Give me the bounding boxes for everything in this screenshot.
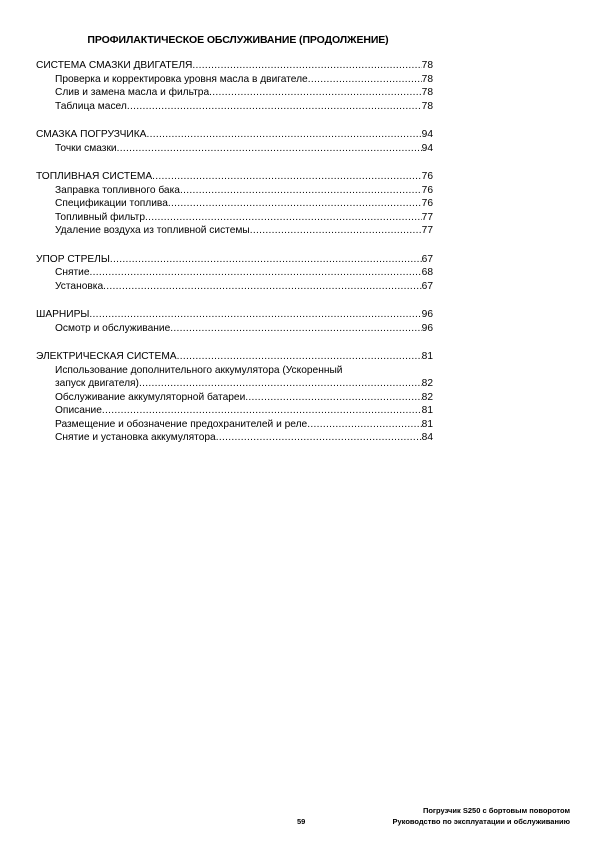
- toc-heading[interactable]: [36, 253, 433, 267]
- toc-page-number: 76: [421, 184, 433, 196]
- toc-heading-label: СМАЗКА ПОГРУЗЧИКА: [36, 129, 147, 140]
- dot-leader: [168, 197, 422, 211]
- toc-page-number: 68: [421, 267, 433, 278]
- toc-item[interactable]: [36, 142, 433, 156]
- toc-item[interactable]: [36, 404, 433, 418]
- table-of-contents: [36, 59, 433, 460]
- toc-page-number: 81: [421, 351, 433, 362]
- toc-page-number: 81: [421, 418, 433, 430]
- dot-leader: [152, 170, 422, 184]
- toc-page-number: 78: [421, 73, 433, 85]
- toc-heading[interactable]: [36, 170, 433, 184]
- page-title: ПРОФИЛАКТИЧЕСКОЕ ОБСЛУЖИВАНИЕ (ПРОДОЛЖЕНИЕ): [87, 34, 389, 46]
- toc-section-fuel-system: [36, 170, 433, 238]
- toc-item-label: Описание: [55, 405, 102, 416]
- footer-manual-title: Руководство по эксплуатации и обслуживанию: [392, 817, 570, 826]
- toc-item-label: Топливный фильтр: [55, 211, 145, 223]
- dot-leader: [103, 280, 422, 294]
- toc-item[interactable]: [36, 322, 433, 336]
- toc-item-label: Спецификации топлива: [55, 198, 168, 209]
- toc-heading-label: ТОПЛИВНАЯ СИСТЕМА: [36, 171, 153, 182]
- dot-leader: [250, 224, 422, 238]
- toc-item[interactable]: [36, 86, 433, 100]
- toc-heading-label: УПОР СТРЕЛЫ: [36, 253, 110, 265]
- toc-page-number: 78: [421, 87, 433, 98]
- dot-leader: [245, 391, 421, 405]
- toc-page-number: 78: [421, 60, 433, 71]
- toc-page-number: 78: [421, 100, 433, 112]
- toc-page-number: 84: [421, 432, 433, 443]
- dot-leader: [307, 418, 421, 432]
- toc-heading[interactable]: [36, 350, 433, 364]
- toc-heading[interactable]: [36, 59, 433, 73]
- toc-page-number: 67: [421, 253, 433, 265]
- toc-item[interactable]: [36, 184, 433, 198]
- dot-leader: [209, 86, 422, 100]
- toc-page-number: 94: [421, 129, 433, 140]
- toc-heading-label: СИСТЕМА СМАЗКИ ДВИГАТЕЛЯ: [36, 60, 193, 71]
- toc-page-number: 76: [421, 171, 433, 182]
- toc-item[interactable]: [36, 431, 433, 445]
- toc-section-electrical-system: [36, 350, 433, 445]
- toc-item-label: Заправка топливного бака: [55, 184, 180, 196]
- toc-item-label: Таблица масел: [55, 100, 127, 112]
- toc-item-label: Точки смазки: [55, 142, 117, 154]
- toc-page-number: 77: [421, 211, 433, 223]
- dot-leader: [89, 308, 421, 322]
- toc-item-label: Слив и замена масла и фильтра: [55, 87, 210, 98]
- toc-section-boom-stop: [36, 253, 433, 294]
- toc-item[interactable]: [36, 211, 433, 225]
- toc-page-number: 81: [421, 405, 433, 416]
- toc-item[interactable]: [36, 418, 433, 432]
- toc-section-engine-lubrication: [36, 59, 433, 113]
- dot-leader: [177, 350, 422, 364]
- dot-leader: [117, 142, 422, 156]
- toc-item-label: Удаление воздуха из топливной системы: [55, 225, 250, 236]
- toc-item-label: Установка: [55, 280, 104, 292]
- dot-leader: [170, 322, 421, 336]
- dot-leader: [110, 253, 422, 267]
- page-footer: [0, 805, 570, 827]
- toc-item[interactable]: [36, 364, 433, 391]
- toc-item[interactable]: [36, 266, 433, 280]
- toc-item[interactable]: [36, 73, 433, 87]
- toc-page-number: 67: [421, 280, 433, 292]
- toc-item[interactable]: [36, 391, 433, 405]
- toc-page-number: 82: [421, 391, 433, 403]
- dot-leader: [146, 128, 421, 142]
- toc-item-label-line2: запуск двигателя): [55, 378, 139, 389]
- toc-item-label-line1: Использование дополнительного аккумулятора (Ускоренный: [55, 364, 343, 376]
- toc-page-number: 82: [421, 378, 433, 389]
- toc-page-number: 76: [421, 198, 433, 209]
- toc-item[interactable]: [36, 197, 433, 211]
- dot-leader: [180, 184, 422, 198]
- footer-model: Погрузчик S250 с бортовым поворотом: [422, 806, 570, 815]
- toc-heading-label: ШАРНИРЫ: [36, 309, 90, 320]
- toc-item-label: Проверка и корректировка уровня масла в двигателе: [55, 73, 308, 85]
- dot-leader: [192, 59, 421, 73]
- dot-leader: [90, 266, 422, 280]
- dot-leader: [216, 431, 422, 445]
- toc-section-loader-lubrication: [36, 128, 433, 155]
- toc-item[interactable]: [36, 100, 433, 114]
- toc-item-label: Размещение и обозначение предохранителей и реле: [55, 418, 308, 430]
- toc-page-number: 77: [421, 225, 433, 236]
- toc-heading[interactable]: [36, 308, 433, 322]
- toc-page-number: 94: [421, 142, 433, 154]
- dot-leader: [308, 73, 422, 87]
- toc-item[interactable]: [36, 224, 433, 238]
- dot-leader: [139, 377, 422, 391]
- toc-item[interactable]: [36, 280, 433, 294]
- toc-item-label: Обслуживание аккумуляторной батареи: [55, 391, 246, 403]
- toc-item-label: Снятие и установка аккумулятора: [55, 432, 216, 443]
- toc-page-number: 96: [421, 322, 433, 334]
- toc-section-hinges: [36, 308, 433, 335]
- toc-page-number: 96: [421, 309, 433, 320]
- dot-leader: [145, 211, 422, 225]
- dot-leader: [102, 404, 422, 418]
- dot-leader: [127, 100, 422, 114]
- toc-heading-label: ЭЛЕКТРИЧЕСКАЯ СИСТЕМА: [36, 351, 177, 362]
- toc-item-label: Осмотр и обслуживание: [55, 322, 171, 334]
- toc-item-label: Снятие: [55, 267, 90, 278]
- toc-heading[interactable]: [36, 128, 433, 142]
- footer-page-number: 59: [297, 817, 306, 826]
